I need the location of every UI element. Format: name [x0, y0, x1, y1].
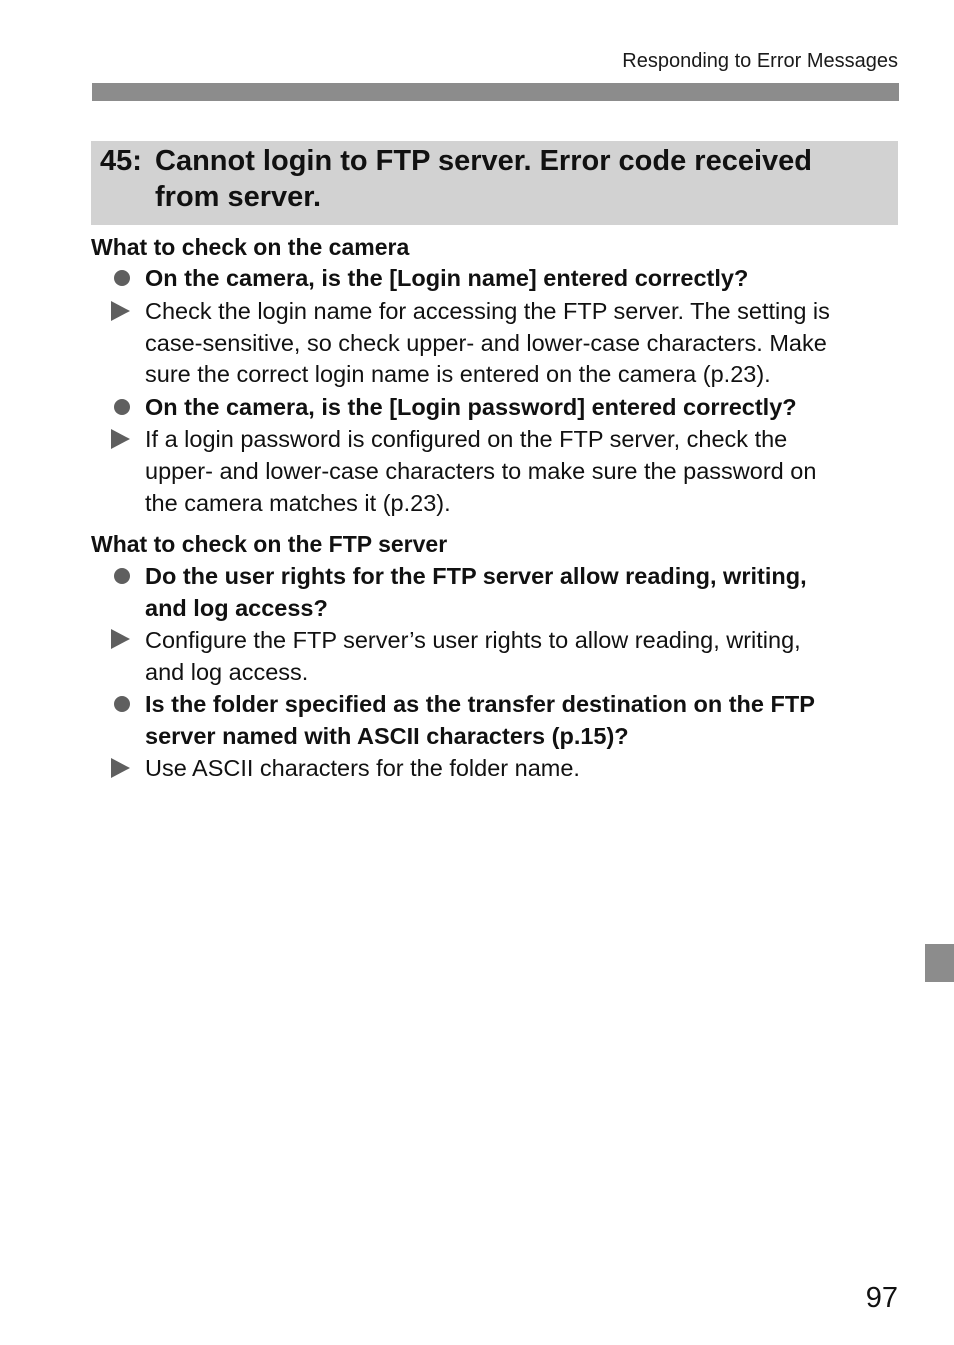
- question-folder-ascii-cont: server named with ASCII characters (p.15)?: [145, 723, 629, 749]
- bullet-icon: [114, 270, 130, 286]
- answer-line: sure the correct login name is entered on the camera (p.23).: [145, 361, 771, 387]
- bullet-icon: [114, 568, 130, 584]
- answer-line: and log access.: [145, 659, 309, 685]
- running-head: Responding to Error Messages: [622, 50, 898, 72]
- section-heading-ftp-server: What to check on the FTP server: [91, 531, 448, 557]
- question-user-rights: Do the user rights for the FTP server allow reading, writing,: [145, 563, 807, 589]
- arrow-right-icon: [111, 758, 130, 778]
- answer-line: Check the login name for accessing the FTP server. The setting is: [145, 298, 830, 324]
- answer-line: upper- and lower-case characters to make sure the password on: [145, 458, 817, 484]
- error-number: 45:: [100, 145, 142, 177]
- error-title-line-2: from server.: [155, 181, 322, 213]
- error-title-line-1: Cannot login to FTP server. Error code received: [155, 145, 812, 177]
- bullet-icon: [114, 399, 130, 415]
- answer-line: If a login password is configured on the FTP server, check the: [145, 426, 788, 452]
- question-user-rights-cont: and log access?: [145, 595, 328, 621]
- arrow-right-icon: [111, 429, 130, 449]
- chapter-thumb-tab: [925, 944, 954, 982]
- page-number: 97: [865, 1282, 898, 1314]
- question-login-name: On the camera, is the [Login name] entered correctly?: [145, 265, 749, 291]
- arrow-right-icon: [111, 301, 130, 321]
- answer-line: the camera matches it (p.23).: [145, 490, 451, 516]
- answer-line: case-sensitive, so check upper- and lower-case characters. Make: [145, 330, 827, 356]
- question-login-password: On the camera, is the [Login password] entered correctly?: [145, 394, 797, 420]
- section-heading-camera: What to check on the camera: [91, 234, 410, 260]
- header-rule: [92, 83, 899, 101]
- bullet-icon: [114, 696, 130, 712]
- answer-line: Configure the FTP server’s user rights to allow reading, writing,: [145, 627, 801, 653]
- answer-line: Use ASCII characters for the folder name.: [145, 755, 580, 781]
- arrow-right-icon: [111, 629, 130, 649]
- question-folder-ascii: Is the folder specified as the transfer destination on the FTP: [145, 691, 815, 717]
